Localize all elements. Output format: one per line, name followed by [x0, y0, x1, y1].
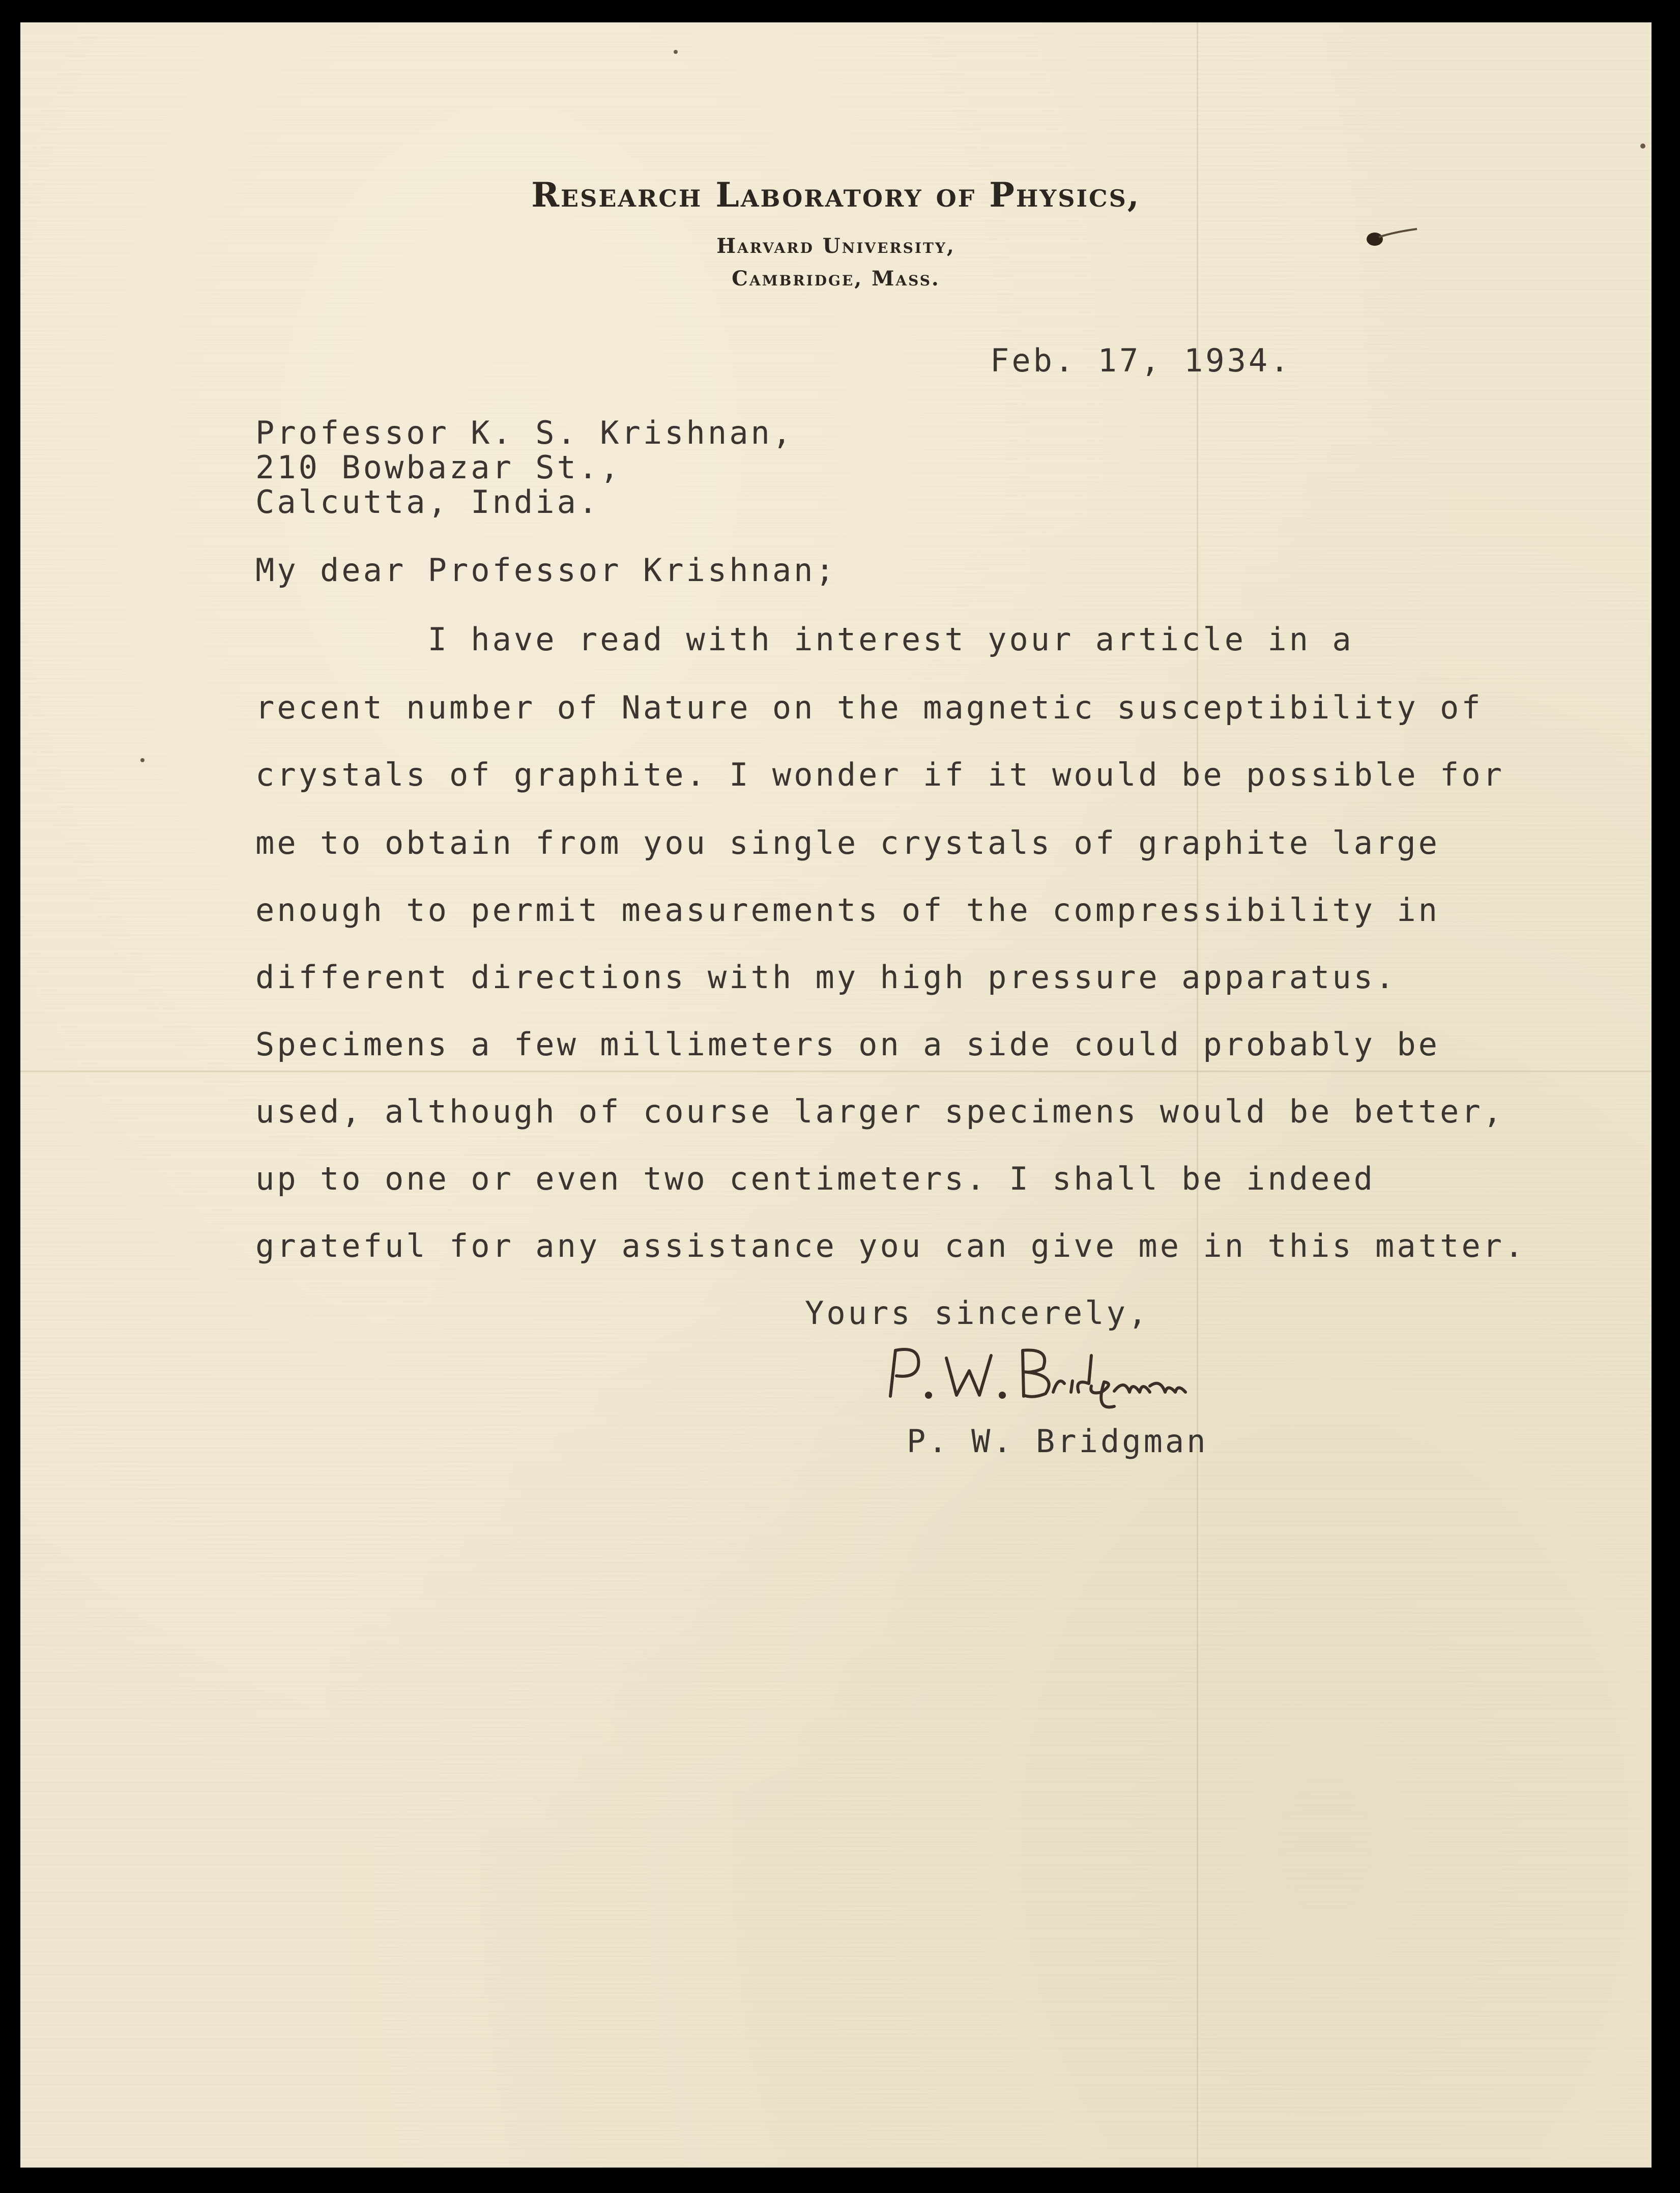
recipient-city: Calcutta, India. [255, 483, 600, 521]
letterhead-institution: Research Laboratory of Physics, [531, 175, 1141, 215]
body-line: grateful for any assistance you can give me in this matter. [255, 1227, 1526, 1264]
letter-date: Feb. 17, 1934. [990, 342, 1292, 379]
closing: Yours sincerely, [805, 1294, 1150, 1332]
paper-speck [674, 50, 678, 54]
recipient-name: Professor K. S. Krishnan, [255, 414, 794, 451]
body-line: Specimens a few millimeters on a side could probably be [255, 1026, 1440, 1063]
paper-speck [140, 758, 144, 762]
fold-crease-horizontal [20, 1071, 1652, 1072]
body-line: me to obtain from you single crystals of graphite large [255, 824, 1440, 861]
paper-speck [1640, 143, 1645, 149]
body-line: crystals of graphite. I wonder if it would be possible for [255, 756, 1504, 793]
letterhead-city: Cambridge, Mass. [732, 267, 940, 291]
body-line: up to one or even two centimeters. I shall be indeed [255, 1160, 1376, 1197]
typed-signatory-name: P. W. Bridgman [907, 1423, 1208, 1460]
body-line: different directions with my high pressure apparatus. [255, 959, 1397, 996]
letterhead-university: Harvard University, [716, 234, 955, 258]
body-line: recent number of Nature on the magnetic susceptibility of [255, 689, 1483, 726]
letter-page [20, 22, 1652, 2168]
body-line: used, although of course larger specimens would be better, [255, 1093, 1504, 1130]
salutation: My dear Professor Krishnan; [255, 552, 837, 589]
handwritten-signature [875, 1335, 1201, 1417]
body-line: I have read with interest your article in a [255, 621, 1354, 658]
ink-blot-icon [1364, 222, 1420, 252]
recipient-street: 210 Bowbazar St., [255, 449, 622, 486]
body-line: enough to permit measurements of the compressibility in [255, 891, 1440, 929]
